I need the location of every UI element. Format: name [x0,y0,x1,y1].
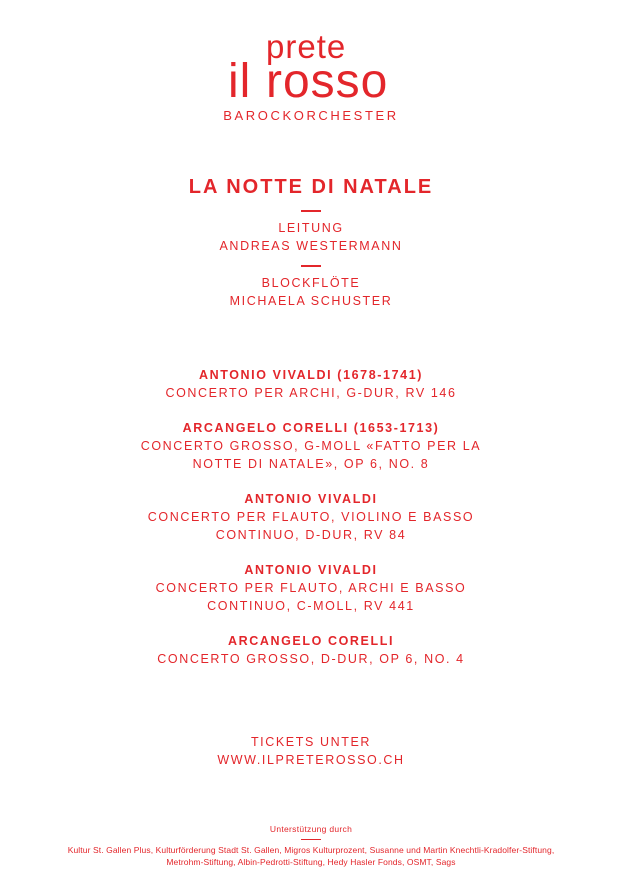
program-work: CONCERTO GROSSO, G-MOLL «FATTO PER LA [140,439,482,453]
divider-dash [301,210,321,212]
tickets-label: TICKETS UNTER [250,735,372,749]
support-divider [301,839,321,840]
program-composer: ANTONIO VIVALDI [244,563,378,577]
conductor-name: ANDREAS WESTERMANN [219,239,403,253]
conductor-role: LEITUNG [278,221,344,235]
tickets-url-link[interactable]: WWW.ILPRETEROSSO.CH [217,753,405,767]
program-work: CONTINUO, C-MOLL, RV 441 [207,599,415,613]
logo-prete: prete [266,28,347,65]
soloist-role: BLOCKFLÖTE [261,276,361,290]
orchestra-logo [0,28,622,123]
program-composer: ARCANGELO CORELLI (1653-1713) [182,421,440,435]
program-work: CONCERTO PER FLAUTO, VIOLINO E BASSO [147,510,475,524]
logo-il: il [228,55,252,108]
program-work: CONCERTO PER ARCHI, G-DUR, RV 146 [165,386,457,400]
program-work: CONTINUO, D-DUR, RV 84 [215,528,407,542]
support-sponsors-line2: Metrohm-Stiftung, Albin-Pedrotti-Stiftung, Hedy Hasler Fonds, OSMT, Sags [166,857,456,867]
program-composer: ANTONIO VIVALDI [244,492,378,506]
program-composer: ARCANGELO CORELLI [227,634,395,648]
logo-rosso: rosso [266,55,389,108]
program-work: CONCERTO GROSSO, D-DUR, OP 6, NO. 4 [157,652,465,666]
concert-title: LA NOTTE DI NATALE [188,176,434,198]
divider-dash [301,265,321,267]
program-work: NOTTE DI NATALE», OP 6, NO. 8 [192,457,430,471]
program-composer: ANTONIO VIVALDI (1678-1741) [198,368,424,382]
support-sponsors-line1: Kultur St. Gallen Plus, Kulturförderung Stadt St. Gallen, Migros Kulturprozent, Susanne und Martin Knechtli-Kradolfer-Stiftung, [67,845,555,855]
logo-subtitle: BAROCKORCHESTER [223,108,399,123]
program-work: CONCERTO PER FLAUTO, ARCHI E BASSO [155,581,467,595]
soloist-name: MICHAELA SCHUSTER [229,294,393,308]
support-label: Unterstützung durch [269,824,353,834]
